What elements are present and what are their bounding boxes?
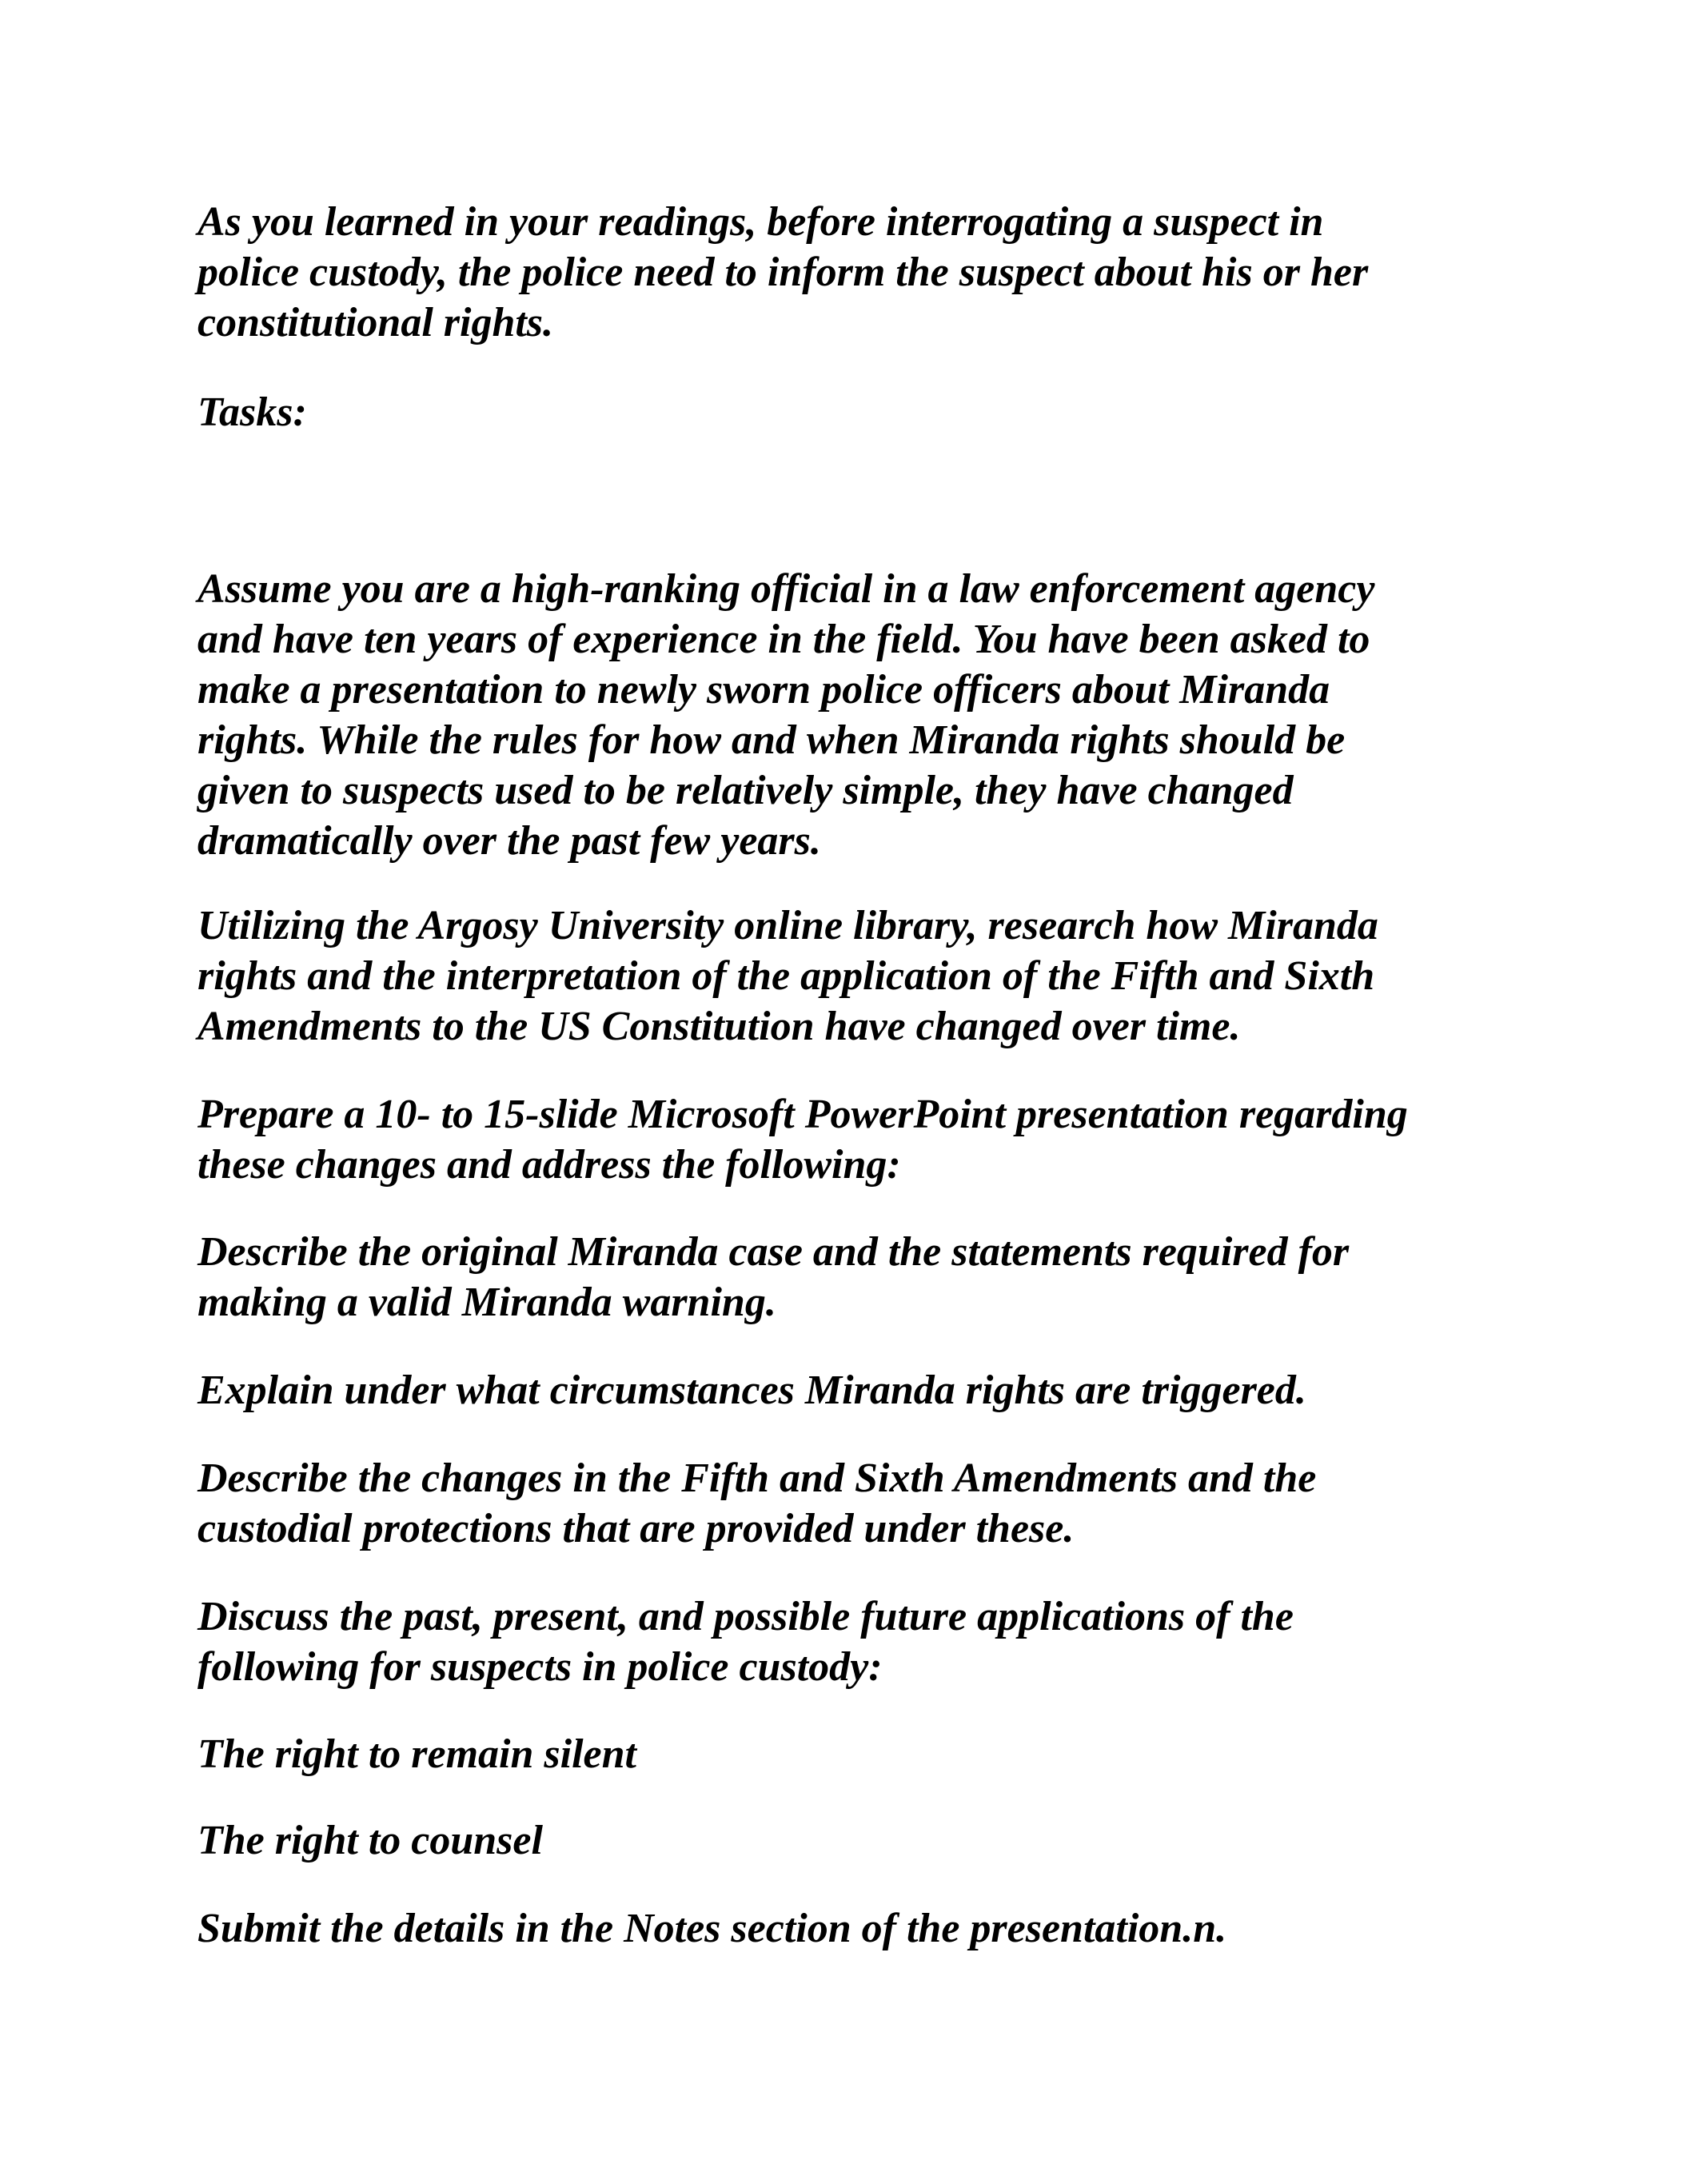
task-item-discuss-applications: Discuss the past, present, and possible future applications of the following for suspects in police custody: — [197, 1594, 1294, 1690]
task-item-explain-triggers: Explain under what circumstances Miranda rights are triggered. — [197, 1367, 1306, 1413]
intro-paragraph: As you learned in your readings, before interrogating a suspect in police custody, the police need to inform the suspect about his or her constitutional rights. — [197, 199, 1369, 345]
research-paragraph: Utilizing the Argosy University online library, research how Miranda rights and the interpretation of the application of the Fifth and Sixth Amendments to the US Constitution have changed over time. — [197, 903, 1378, 1049]
list-item-right-to-counsel: The right to counsel — [197, 1818, 543, 1863]
tasks-heading: Tasks: — [197, 389, 307, 435]
scenario-paragraph: Assume you are a high-ranking official in a law enforcement agency and have ten years of experience in the field. You have been asked to make a presentation to newly sworn police officers about Miranda rights. While the rules for how and when Miranda rights should be given to suspects used to be relatively simple, they have changed dramatically over the past few years. — [197, 566, 1375, 864]
task-item-describe-miranda: Describe the original Miranda case and the statements required for making a valid Miranda warning. — [197, 1229, 1350, 1325]
submit-instruction: Submit the details in the Notes section of the presentation.n. — [197, 1906, 1227, 1951]
task-item-describe-amendments: Describe the changes in the Fifth and Sixth Amendments and the custodial protections that are provided under these. — [197, 1455, 1317, 1551]
list-item-right-to-remain-silent: The right to remain silent — [197, 1731, 636, 1777]
prepare-paragraph: Prepare a 10- to 15-slide Microsoft PowerPoint presentation regarding these changes and address the following: — [197, 1092, 1408, 1188]
